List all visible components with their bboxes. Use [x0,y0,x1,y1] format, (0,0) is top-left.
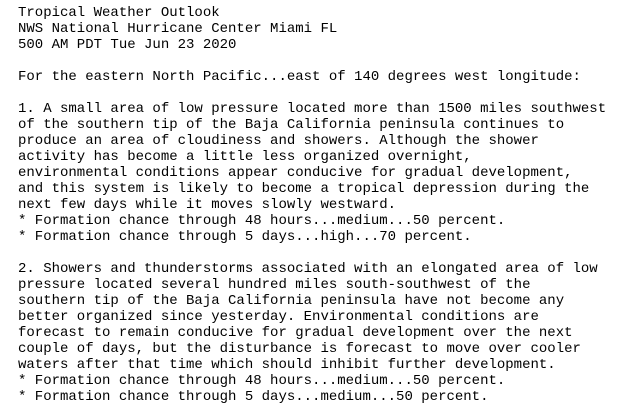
section2-line: couple of days, but the disturbance is forecast to move over cooler [18,341,581,357]
section1-formation-5day: * Formation chance through 5 days...high...70 percent. [18,229,472,245]
section2-formation-48hr: * Formation chance through 48 hours...medium...50 percent. [18,373,506,389]
bulletin-header [18,5,641,53]
section1-line: of the southern tip of the Baja California peninsula continues to [18,117,565,133]
section2-formation-5day: * Formation chance through 5 days...medium...50 percent. [18,389,489,405]
region-statement [18,69,641,85]
section1-line: 1. A small area of low pressure located more than 1500 miles southwest [18,101,607,117]
section2-line: 2. Showers and thunderstorms associated with an elongated area of low [18,261,598,277]
section1-line: environmental conditions appear conducive for gradual development, [18,165,573,181]
section2-line: waters after that time which should inhibit further development. [18,357,556,373]
section2-line: better organized since yesterday. Environmental conditions are [18,309,539,325]
product-title: Tropical Weather Outlook [18,5,220,21]
section2-line: pressure located several hundred miles south-southwest of the [18,277,531,293]
section1-formation-48hr: * Formation chance through 48 hours...medium...50 percent. [18,213,506,229]
section1-line: activity has become a little less organized overnight, [18,149,472,165]
section1-line: next few days while it moves slowly westward. [18,197,397,213]
issue-datetime: 500 AM PDT Tue Jun 23 2020 [18,37,237,53]
issuing-office: NWS National Hurricane Center Miami FL [18,21,338,37]
region-line: For the eastern North Pacific...east of 140 degrees west longitude: [18,69,581,85]
section2-line: forecast to remain conducive for gradual development over the next [18,325,573,341]
section1-line: produce an area of cloudiness and showers. Although the shower [18,133,539,149]
section1-line: and this system is likely to become a tropical depression during the [18,181,590,197]
outlook-section-2 [18,261,641,405]
outlook-section-1 [18,101,641,245]
section2-line: southern tip of the Baja California peninsula have not become any [18,293,565,309]
